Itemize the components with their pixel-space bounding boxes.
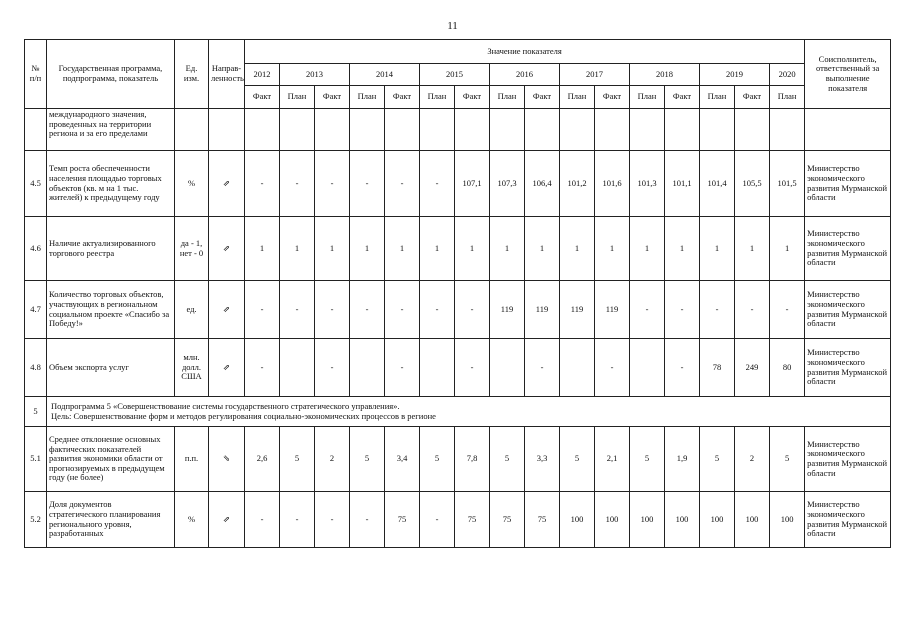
value-cell: 78 — [700, 339, 735, 397]
value-cell: - — [245, 281, 280, 339]
row-unit: % — [175, 151, 209, 217]
value-cell: 1 — [315, 217, 350, 281]
subcol-header: Факт — [595, 86, 630, 109]
value-cell: 5 — [420, 427, 455, 492]
value-cell — [385, 109, 420, 151]
subcol-header: Факт — [455, 86, 490, 109]
direction-arrow-icon: ⇗ — [209, 217, 245, 281]
section-row — [25, 397, 891, 427]
subcol-header: Факт — [525, 86, 560, 109]
table-row — [25, 339, 891, 397]
value-cell — [595, 109, 630, 151]
value-cell: 1 — [455, 217, 490, 281]
value-cell — [455, 109, 490, 151]
value-cell: - — [350, 151, 385, 217]
value-cell: 119 — [595, 281, 630, 339]
value-cell: 75 — [525, 492, 560, 548]
row-name: Темп роста обеспеченности населения площадью торговых объектов (кв. м на 1 тыс. жителей) к предыдущему году — [47, 151, 175, 217]
value-cell: - — [385, 339, 420, 397]
value-cell: 1 — [700, 217, 735, 281]
row-name: международного значения, проведенных на территории региона и за его пределами — [47, 109, 175, 151]
value-cell: 100 — [560, 492, 595, 548]
subcol-header: План — [280, 86, 315, 109]
value-cell: 1 — [350, 217, 385, 281]
subcol-header: План — [490, 86, 525, 109]
year-header: 2020 — [770, 64, 805, 86]
year-header: 2012 — [245, 64, 280, 86]
subcol-header: План — [560, 86, 595, 109]
row-num: 4.6 — [25, 217, 47, 281]
value-cell: 1 — [560, 217, 595, 281]
row-name: Доля документов стратегического планирования регионального уровня, разработанных — [47, 492, 175, 548]
year-header: 2014 — [350, 64, 420, 86]
subcol-header: План — [630, 86, 665, 109]
value-cell: 75 — [490, 492, 525, 548]
row-num: 5.1 — [25, 427, 47, 492]
direction-arrow-icon: ⇗ — [209, 281, 245, 339]
direction-arrow-icon: ⇗ — [209, 151, 245, 217]
table-row — [25, 427, 891, 492]
value-cell: 7,8 — [455, 427, 490, 492]
value-cell: 1 — [770, 217, 805, 281]
value-cell: - — [665, 281, 700, 339]
year-header: 2016 — [490, 64, 560, 86]
value-cell: 107,3 — [490, 151, 525, 217]
value-cell: 1 — [420, 217, 455, 281]
row-responsible: Министерство экономического развития Мурманской области — [805, 492, 891, 548]
value-cell: 1 — [735, 217, 770, 281]
value-cell: - — [245, 492, 280, 548]
section-title — [47, 397, 891, 427]
value-cell — [665, 109, 700, 151]
value-cell: 107,1 — [455, 151, 490, 217]
header-responsible: Соисполнитель, ответственный за выполнение показателя — [805, 40, 891, 109]
header-unit: Ед. изм. — [175, 40, 209, 109]
value-cell — [420, 109, 455, 151]
value-cell — [350, 339, 385, 397]
value-cell: 5 — [700, 427, 735, 492]
direction-arrow-icon: ⇗ — [209, 339, 245, 397]
row-responsible: Министерство экономического развития Мурманской области — [805, 427, 891, 492]
page-number: 11 — [447, 20, 458, 32]
row-name: Количество торговых объектов, участвующих в региональном социальном проекте «Спасибо за Победу!» — [47, 281, 175, 339]
row-num — [25, 109, 47, 151]
value-cell: - — [525, 339, 560, 397]
subcol-header: План — [350, 86, 385, 109]
value-cell: 101,3 — [630, 151, 665, 217]
year-header: 2015 — [420, 64, 490, 86]
value-cell: - — [245, 339, 280, 397]
value-cell: - — [630, 281, 665, 339]
value-cell: 75 — [385, 492, 420, 548]
row-unit: да - 1, нет - 0 — [175, 217, 209, 281]
value-cell: 101,5 — [770, 151, 805, 217]
value-cell: 1 — [665, 217, 700, 281]
value-cell: - — [280, 151, 315, 217]
value-cell: - — [770, 281, 805, 339]
subcol-header: План — [420, 86, 455, 109]
table-row — [25, 151, 891, 217]
value-cell: 2 — [315, 427, 350, 492]
value-cell — [735, 109, 770, 151]
value-cell: 5 — [770, 427, 805, 492]
row-num: 4.8 — [25, 339, 47, 397]
value-cell: 1 — [385, 217, 420, 281]
year-header: 2018 — [630, 64, 700, 86]
value-cell: 106,4 — [525, 151, 560, 217]
value-cell: 5 — [280, 427, 315, 492]
value-cell: 75 — [455, 492, 490, 548]
section-goal: Цель: Совершенствование форм и методов регулирования социально-экономических процессов в регионе — [51, 410, 436, 421]
subcol-header: Факт — [735, 86, 770, 109]
value-cell: 101,6 — [595, 151, 630, 217]
value-cell: - — [420, 281, 455, 339]
value-cell: - — [245, 151, 280, 217]
value-cell: 100 — [665, 492, 700, 548]
subcol-header: План — [770, 86, 805, 109]
direction-arrow-icon: ⇗ — [209, 492, 245, 548]
value-cell: - — [315, 151, 350, 217]
row-num: 4.7 — [25, 281, 47, 339]
value-cell: - — [735, 281, 770, 339]
row-responsible — [805, 109, 891, 151]
value-cell — [700, 109, 735, 151]
row-name: Объем экспорта услуг — [47, 339, 175, 397]
value-cell: 249 — [735, 339, 770, 397]
value-cell — [350, 109, 385, 151]
value-cell: 100 — [630, 492, 665, 548]
section-subprogram: Подпрограмма 5 «Совершенствование системы государственного стратегического управления». — [51, 400, 400, 411]
row-unit: п.п. — [175, 427, 209, 492]
value-cell: 3,3 — [525, 427, 560, 492]
value-cell: 101,2 — [560, 151, 595, 217]
value-cell: - — [385, 151, 420, 217]
table-row — [25, 109, 891, 151]
row-num: 4.5 — [25, 151, 47, 217]
row-unit: ед. — [175, 281, 209, 339]
row-unit: млн. долл. США — [175, 339, 209, 397]
value-cell: 5 — [630, 427, 665, 492]
value-cell: - — [315, 492, 350, 548]
value-cell: 2 — [735, 427, 770, 492]
value-cell — [525, 109, 560, 151]
value-cell: 5 — [490, 427, 525, 492]
value-cell — [280, 339, 315, 397]
subcol-header: Факт — [665, 86, 700, 109]
value-cell: 1 — [525, 217, 560, 281]
value-cell: 80 — [770, 339, 805, 397]
value-cell: - — [315, 339, 350, 397]
header-name: Государственная программа, подпрограмма, показатель — [47, 40, 175, 109]
value-cell — [315, 109, 350, 151]
value-cell: 100 — [700, 492, 735, 548]
direction-arrow-icon: ⇘ — [209, 427, 245, 492]
value-cell: - — [420, 492, 455, 548]
value-cell — [420, 339, 455, 397]
table-row — [25, 281, 891, 339]
value-cell: - — [280, 281, 315, 339]
value-cell: 100 — [770, 492, 805, 548]
value-cell: 105,5 — [735, 151, 770, 217]
value-cell — [560, 109, 595, 151]
value-cell: - — [595, 339, 630, 397]
row-responsible: Министерство экономического развития Мурманской области — [805, 217, 891, 281]
value-cell: - — [665, 339, 700, 397]
value-cell: - — [700, 281, 735, 339]
subcol-header: Факт — [315, 86, 350, 109]
value-cell: - — [420, 151, 455, 217]
value-cell: 1,9 — [665, 427, 700, 492]
table-row — [25, 217, 891, 281]
value-cell — [280, 109, 315, 151]
value-cell: 2,1 — [595, 427, 630, 492]
direction-arrow-icon — [209, 109, 245, 151]
row-num: 5.2 — [25, 492, 47, 548]
value-cell — [630, 339, 665, 397]
value-cell: 101,1 — [665, 151, 700, 217]
table-row — [25, 492, 891, 548]
value-cell: 1 — [280, 217, 315, 281]
value-cell: 1 — [245, 217, 280, 281]
value-cell: - — [455, 281, 490, 339]
value-cell: 1 — [630, 217, 665, 281]
value-cell: 100 — [595, 492, 630, 548]
header-direction: Направ-ленность — [209, 40, 245, 109]
header-num: № п/п — [25, 40, 47, 109]
row-responsible: Министерство экономического развития Мурманской области — [805, 339, 891, 397]
subcol-header: Факт — [385, 86, 420, 109]
value-cell: 1 — [490, 217, 525, 281]
row-name: Среднее отклонение основных фактических показателей развития экономики области от прогнозируемых в предыдущем году (не более) — [47, 427, 175, 492]
year-header: 2013 — [280, 64, 350, 86]
row-name: Наличие актуализированного торгового реестра — [47, 217, 175, 281]
value-cell — [245, 109, 280, 151]
value-cell: 119 — [490, 281, 525, 339]
year-header: 2019 — [700, 64, 770, 86]
indicator-table — [24, 39, 891, 548]
value-cell: 3,4 — [385, 427, 420, 492]
value-cell: - — [280, 492, 315, 548]
value-cell: - — [315, 281, 350, 339]
row-unit: % — [175, 492, 209, 548]
value-cell — [490, 109, 525, 151]
value-cell: - — [385, 281, 420, 339]
row-unit — [175, 109, 209, 151]
subcol-header: Факт — [245, 86, 280, 109]
value-cell: - — [350, 492, 385, 548]
row-responsible: Министерство экономического развития Мурманской области — [805, 151, 891, 217]
value-cell — [490, 339, 525, 397]
value-cell: 5 — [350, 427, 385, 492]
year-header: 2017 — [560, 64, 630, 86]
value-cell: 101,4 — [700, 151, 735, 217]
value-cell: 5 — [560, 427, 595, 492]
value-cell: 1 — [595, 217, 630, 281]
value-cell — [560, 339, 595, 397]
value-cell: - — [455, 339, 490, 397]
subcol-header: План — [700, 86, 735, 109]
value-cell: 119 — [525, 281, 560, 339]
value-cell: 2,6 — [245, 427, 280, 492]
header-value-group: Значение показателя — [245, 40, 805, 64]
value-cell: 100 — [735, 492, 770, 548]
value-cell: 119 — [560, 281, 595, 339]
value-cell: - — [350, 281, 385, 339]
section-num: 5 — [25, 397, 47, 427]
value-cell — [770, 109, 805, 151]
value-cell — [630, 109, 665, 151]
row-responsible: Министерство экономического развития Мурманской области — [805, 281, 891, 339]
